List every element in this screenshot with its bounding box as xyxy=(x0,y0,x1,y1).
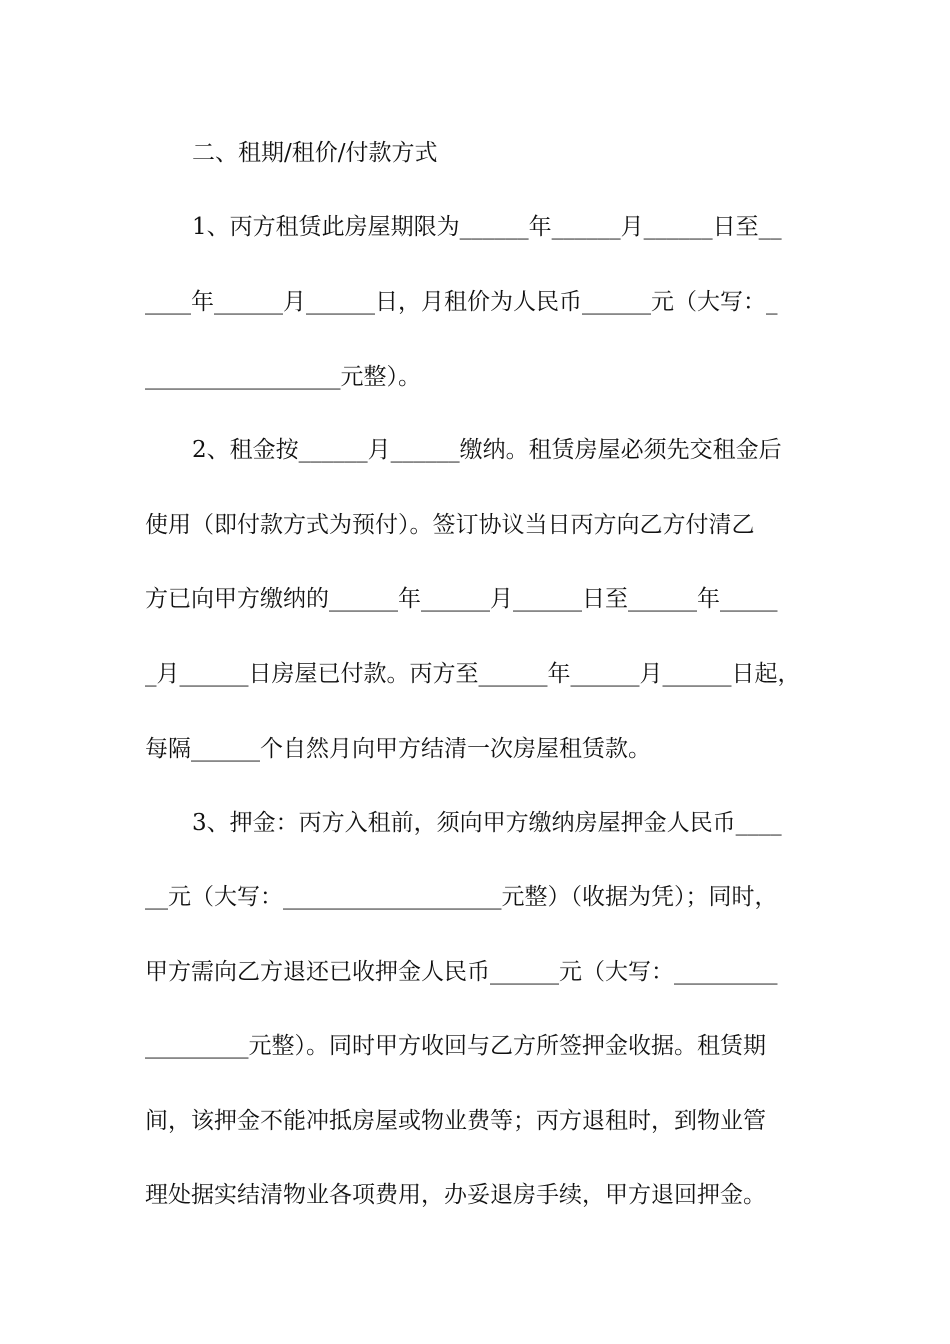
section-heading: 二、租期/租价/付款方式 xyxy=(192,140,438,166)
text-line: 2、租金按______月______缴纳。租赁房屋必须先交租金后 xyxy=(192,437,782,463)
text-line: 理处据实结清物业各项费用，办妥退房手续，甲方退回押金。 xyxy=(145,1182,766,1208)
text-line: 每隔______个自然月向甲方结清一次房屋租赁款。 xyxy=(145,736,651,762)
text-line: _________________元整）。 xyxy=(145,364,421,390)
text-line: ____年______月______日，月租价为人民币______元（大写：_ xyxy=(145,289,778,315)
text-line: 方已向甲方缴纳的______年______月______日至______年_____ xyxy=(145,586,778,612)
text-line: _________元整）。同时甲方收回与乙方所签押金收据。租赁期 xyxy=(145,1033,766,1059)
text-line: __元（大写：___________________元整）（收据为凭）；同时， xyxy=(145,884,778,910)
text-line: 3、押金：丙方入租前，须向甲方缴纳房屋押金人民币____ xyxy=(192,810,782,836)
text-line: 使用（即付款方式为预付）。签订协议当日丙方向乙方付清乙 xyxy=(145,512,755,538)
text-line: 甲方需向乙方退还已收押金人民币______元（大写：_________ xyxy=(145,959,778,985)
text-line: _月______日房屋已付款。丙方至______年______月______日起， xyxy=(145,661,801,687)
text-line: 间，该押金不能冲抵房屋或物业费等；丙方退租时，到物业管 xyxy=(145,1108,766,1134)
text-line: 1、丙方租赁此房屋期限为______年______月______日至__ xyxy=(192,214,782,240)
